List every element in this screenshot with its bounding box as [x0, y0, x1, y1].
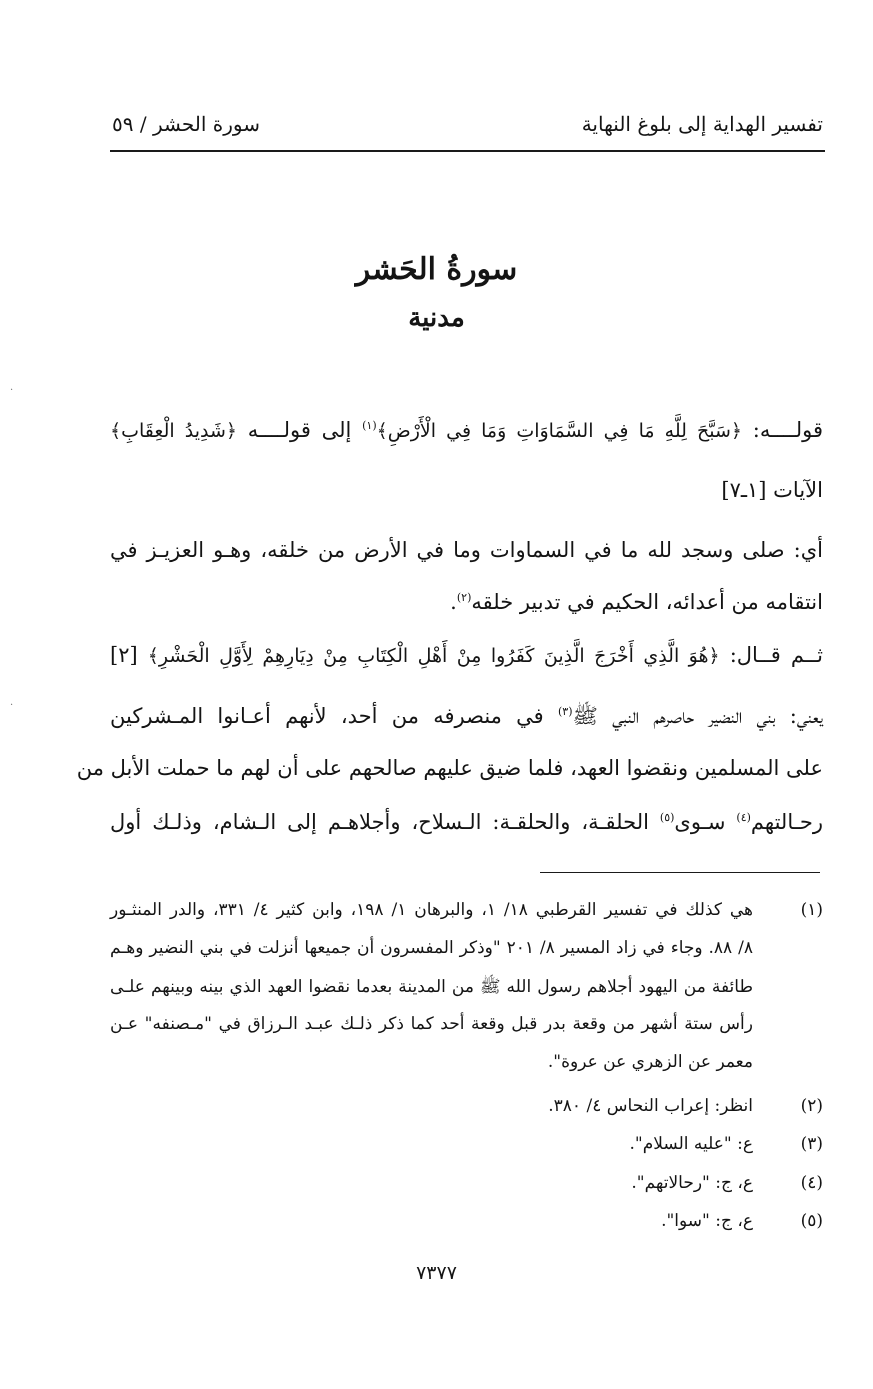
quran-verse: ﴿شَدِيدُ الْعِقَابِ﴾ — [110, 420, 238, 442]
body-line-4 — [110, 590, 823, 614]
footnote-number: (٢) — [800, 1096, 823, 1116]
footnote-line: رأس ستة أشهر من وقعة بدر قبل وقعة أحد كما ذكر ذلـك عبـد الـرزاق في "مـصنفه" عـن — [110, 1014, 753, 1034]
footnote-text: ع: "عليه السلام". — [629, 1134, 753, 1154]
quran-verse: ﴿هُوَ الَّذِي أَخْرَجَ الَّذِينَ كَفَرُوا مِنْ أَهْلِ الْكِتَابِ مِنْ دِيَارِهِمْ لِأَوَّلِ الْحَشْرِ﴾ — [147, 645, 720, 667]
footnote-line: هي كذلك في تفسير القرطبي ١٨/ ١، والبرهان ١/ ١٩٨، وابن كثير ٤/ ٣٣١، والدر المنثـور — [110, 900, 753, 920]
footnote-text: انظر: إعراب النحاس ٤/ ٣٨٠. — [548, 1096, 753, 1116]
footnote-marker: (١) — [362, 419, 377, 432]
footnote-marker: (٢) — [456, 591, 472, 604]
page-number: ٧٣٧٧ — [416, 1262, 457, 1284]
body-line-8 — [110, 810, 823, 834]
surah-title: سورةُ الحَشر — [355, 252, 518, 287]
text: يعني: بني النضير حاصرهم النبي ﷺ — [572, 704, 824, 728]
text: انتقامه من أعدائه، الحكيم في تدبير خلقه — [471, 590, 823, 614]
footnote-line: ٨/ ٨٨. وجاء في زاد المسير ٨/ ٢٠١ "وذكر المفسرون أن جميعها أنزلت في بني النضير وهـم — [110, 938, 753, 958]
surah-type: مدنية — [408, 303, 465, 333]
text: في منصرفه من أحد، لأنهم أعـانوا المـشركين — [110, 704, 558, 728]
book-title-header: تفسير الهداية إلى بلوغ النهاية — [581, 112, 823, 136]
text: [٢] — [110, 643, 148, 667]
text: إلى قولــــه — [237, 418, 363, 442]
footnote-text: ع، ج: "سوا". — [661, 1211, 753, 1231]
footnote-marker: (٥) — [659, 811, 675, 824]
body-line-3: أي: صلى وسجد لله ما في السماوات وما في الأرض من خلقه، وهـو العزيـز في — [110, 538, 823, 562]
footnote-line: معمر عن الزهري عن عروة". — [547, 1052, 753, 1072]
text: الحلقـة، والحلقـة: الـسلاح، وأجلاهـم إلى الـشام، وذلـك أول — [110, 810, 660, 834]
body-line-2: الآيات [١ـ٧] — [721, 478, 823, 502]
scan-speck: · — [10, 385, 14, 396]
text: سـوى — [674, 810, 737, 834]
body-line-1 — [110, 418, 823, 442]
footnote-marker: (٤) — [736, 811, 751, 824]
footnote-marker: (٣) — [557, 705, 573, 718]
footnote-separator — [540, 872, 820, 873]
text: ثــم قــال: — [719, 643, 824, 667]
scan-speck: · — [10, 700, 14, 711]
footnote-line: طائفة من اليهود أجلاهم رسول الله ﷺ من المدينة بعدما نقضوا العهد الذي بينه وبينهم علـى — [110, 977, 753, 997]
footnote-text: ع، ج: "رحالاتهم". — [631, 1173, 753, 1193]
text: رحـالتهم — [750, 810, 823, 834]
text: . — [450, 590, 457, 614]
body-line-5 — [110, 643, 823, 667]
quran-verse: ﴿سَبَّحَ لِلَّهِ مَا فِي السَّمَاوَاتِ وَمَا فِي الْأَرْضِ﴾ — [376, 420, 743, 442]
running-head: سورة الحشر / ٥٩ — [112, 112, 260, 136]
footnote-number: (١) — [800, 900, 823, 920]
footnote-number: (٥) — [800, 1211, 823, 1231]
body-line-7: على المسلمين ونقضوا العهد، فلما ضيق عليهم صالحهم على أن لهم ما حملت الأبل من — [76, 756, 823, 780]
header-rule — [110, 150, 825, 152]
text: قولــــه: — [742, 418, 824, 442]
body-line-6 — [110, 703, 823, 734]
footnote-number: (٤) — [800, 1173, 823, 1193]
footnote-number: (٣) — [800, 1134, 823, 1154]
